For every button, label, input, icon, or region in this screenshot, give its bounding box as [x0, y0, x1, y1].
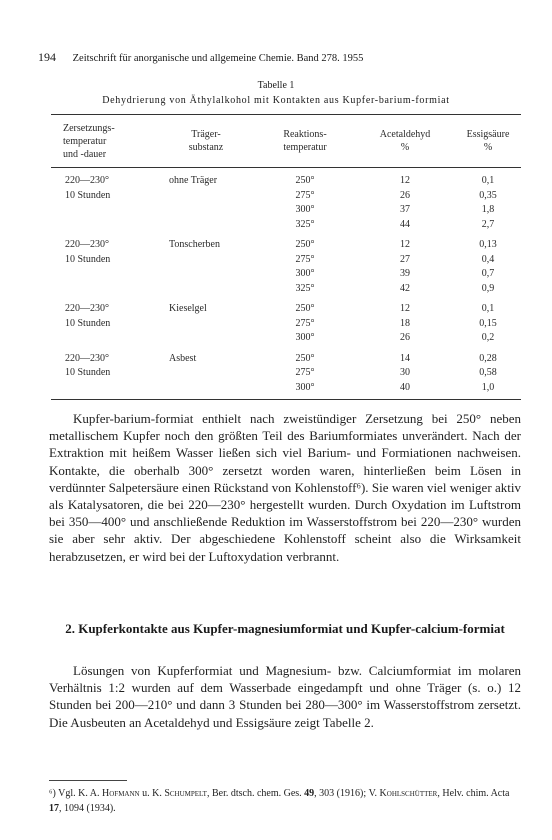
cell-zersetzung: 220—230° [65, 239, 109, 250]
cell-zersetzung: 220—230° [65, 303, 109, 314]
cell-traeger [157, 366, 255, 381]
cell-essigsaeure: 0,2 [481, 332, 495, 343]
cell-acetaldehyd: 26 [400, 189, 410, 201]
cell-essigsaeure: 2,7 [481, 218, 495, 230]
col-header-zersetzung: Zersetzungs- temperatur und -dauer [51, 115, 157, 168]
footnote: ⁶) Vgl. K. A. Hofmann u. K. Schumpelt, Ber. dtsch. chem. Ges. 49, 303 (1916); V. Kohlschütter, Helv. chim. Acta 17, 1094 (1934). [49, 788, 510, 814]
cell-acetaldehyd: 40 [355, 381, 455, 400]
table-header-row [51, 115, 521, 168]
cell-zersetzung: 10 Stunden [65, 317, 111, 329]
cell-zersetzung: 220—230° [65, 352, 109, 364]
cell-traeger: Asbest [169, 352, 197, 364]
cell-essigsaeure: 0,58 [479, 367, 497, 378]
cell-traeger [157, 282, 255, 297]
cell-acetaldehyd: 12 [400, 239, 410, 250]
table-body [51, 168, 521, 400]
cell-essigsaeure: 1,8 [481, 204, 495, 215]
cell-traeger [157, 331, 255, 346]
cell-traeger [157, 253, 255, 268]
col-header-essigsaeure: Essigsäure % [455, 115, 521, 168]
cell-traeger: Tonscherben [169, 239, 220, 250]
cell-essigsaeure: 0,35 [479, 189, 497, 201]
table-row [51, 346, 521, 367]
cell-traeger [157, 317, 255, 332]
cell-temperatur: 325° [295, 282, 315, 294]
table-row [51, 366, 521, 381]
table-row [51, 218, 521, 233]
footnote-author: V. Kohlschütter [368, 788, 438, 799]
cell-acetaldehyd: 44 [400, 218, 410, 230]
cell-zersetzung [51, 203, 157, 218]
cell-temperatur: 250° [295, 303, 315, 314]
table-row [51, 232, 521, 253]
cell-temperatur: 300° [295, 204, 315, 215]
table-row [51, 331, 521, 346]
cell-essigsaeure: 0,9 [481, 282, 495, 294]
cell-acetaldehyd: 42 [400, 282, 410, 294]
col-header-traeger: Träger- substanz [157, 115, 255, 168]
cell-temperatur: 250° [295, 175, 315, 186]
cell-temperatur: 300° [295, 268, 315, 279]
cell-temperatur: 300° [295, 332, 315, 343]
cell-temperatur: 275° [295, 253, 315, 265]
cell-zersetzung: 220—230° [65, 175, 109, 186]
cell-essigsaeure: 0,13 [479, 239, 497, 250]
footnote-author: K. A. Hofmann [78, 788, 140, 799]
paragraph-kupfer-barium: Kupfer-barium-formiat enthielt nach zweistündiger Zersetzung bei 250° neben metallischem Kupfer noch den größten Teil des Bariumformiates unverändert. Nach der Extraktion mit heißem Wasser ließen sich viel Barium- und Formiationen nachweisen. Kontakte, die oberhalb 300° zersetzt worden waren, hinterließen beim Lösen in verdünnter Salpetersäure einen Rückstand von Kohlenstoff⁶). Sie waren viel weniger aktiv als Katalysatoren, die bei 220—230° hergestellt wurden. Durch Oxydation im Luftstrom bei 350—400° und anschließende Reduktion im Wasserstoffstrom bei 220—230° wurden sie aber sehr aktiv. Der abgeschiedene Kohlenstoff scheint also die Wirksamkeit herabzusetzen, er wird bei der Luftoxydation verbrannt. [49, 411, 521, 564]
table-row [51, 168, 521, 189]
cell-traeger [157, 218, 255, 233]
table-row [51, 296, 521, 317]
running-head [38, 50, 514, 65]
results-table [51, 114, 521, 400]
journal-title: Zeitschrift für anorganische und allgemeine Chemie. Band 278. 1955 [72, 53, 364, 64]
cell-essigsaeure: 0,1 [481, 175, 495, 186]
cell-acetaldehyd: 39 [400, 268, 410, 279]
section-heading: 2. Kupferkontakte aus Kupfer-magnesiumformiat und Kupfer-calcium-formiat [65, 621, 505, 636]
cell-traeger [157, 381, 255, 400]
cell-acetaldehyd: 26 [400, 332, 410, 343]
cell-acetaldehyd: 12 [400, 175, 410, 186]
page-number: 194 [38, 50, 56, 64]
table-title: Dehydrierung von Äthylalkohol mit Kontakten aus Kupfer-barium-formiat [102, 95, 450, 106]
col-header-reaktionstemperatur: Reaktions- temperatur [255, 115, 355, 168]
table-row [51, 253, 521, 268]
table-row [51, 282, 521, 297]
cell-zersetzung: 10 Stunden [65, 253, 111, 265]
cell-acetaldehyd: 14 [400, 352, 410, 364]
table-row [51, 381, 521, 400]
cell-traeger [157, 189, 255, 204]
cell-essigsaeure: 0,28 [479, 352, 497, 364]
col-header-acetaldehyd: Acetaldehyd % [355, 115, 455, 168]
cell-temperatur: 300° [255, 381, 355, 400]
cell-zersetzung [51, 282, 157, 297]
cell-zersetzung: 10 Stunden [65, 189, 111, 201]
cell-essigsaeure: 0,4 [481, 253, 495, 265]
cell-zersetzung: 10 Stunden [65, 367, 111, 378]
table-row [51, 317, 521, 332]
cell-temperatur: 275° [295, 367, 315, 378]
cell-acetaldehyd: 37 [400, 204, 410, 215]
footnote-rule [49, 780, 127, 781]
paragraph-kupfer-magnesium: Lösungen von Kupferformiat und Magnesium- bzw. Calciumformiat im molaren Verhältnis 1:2 wurden auf dem Wasserbade eingedampft und ohne Träger (s. o.) 12 Stunden bei 200—210° und dann 3 Stunden bei 280—300° im Wasserstoffstrom zersetzt. Die Ausbeuten an Acetaldehyd und Essigsäure zeigt Tabelle 2. [49, 663, 521, 730]
cell-essigsaeure: 1,0 [455, 381, 521, 400]
cell-essigsaeure: 0,15 [479, 317, 497, 329]
cell-acetaldehyd: 27 [400, 253, 410, 265]
table-row [51, 203, 521, 218]
cell-essigsaeure: 0,1 [481, 303, 495, 314]
cell-acetaldehyd: 12 [400, 303, 410, 314]
footnote-author: K. Schumpelt [152, 788, 207, 799]
table-caption: Tabelle 1 [257, 80, 295, 91]
cell-acetaldehyd: 30 [400, 367, 410, 378]
table-row [51, 189, 521, 204]
cell-temperatur: 325° [295, 218, 315, 230]
cell-traeger [157, 267, 255, 282]
cell-zersetzung [51, 381, 157, 400]
cell-temperatur: 250° [295, 352, 315, 364]
cell-acetaldehyd: 18 [400, 317, 410, 329]
cell-zersetzung [51, 218, 157, 233]
cell-zersetzung [51, 267, 157, 282]
cell-traeger [157, 203, 255, 218]
cell-zersetzung [51, 331, 157, 346]
cell-traeger: ohne Träger [169, 175, 218, 186]
cell-essigsaeure: 0,7 [481, 268, 495, 279]
cell-temperatur: 250° [295, 239, 315, 250]
cell-temperatur: 275° [295, 317, 315, 329]
table-row [51, 267, 521, 282]
cell-traeger: Kieselgel [169, 303, 207, 314]
cell-temperatur: 275° [295, 189, 315, 201]
